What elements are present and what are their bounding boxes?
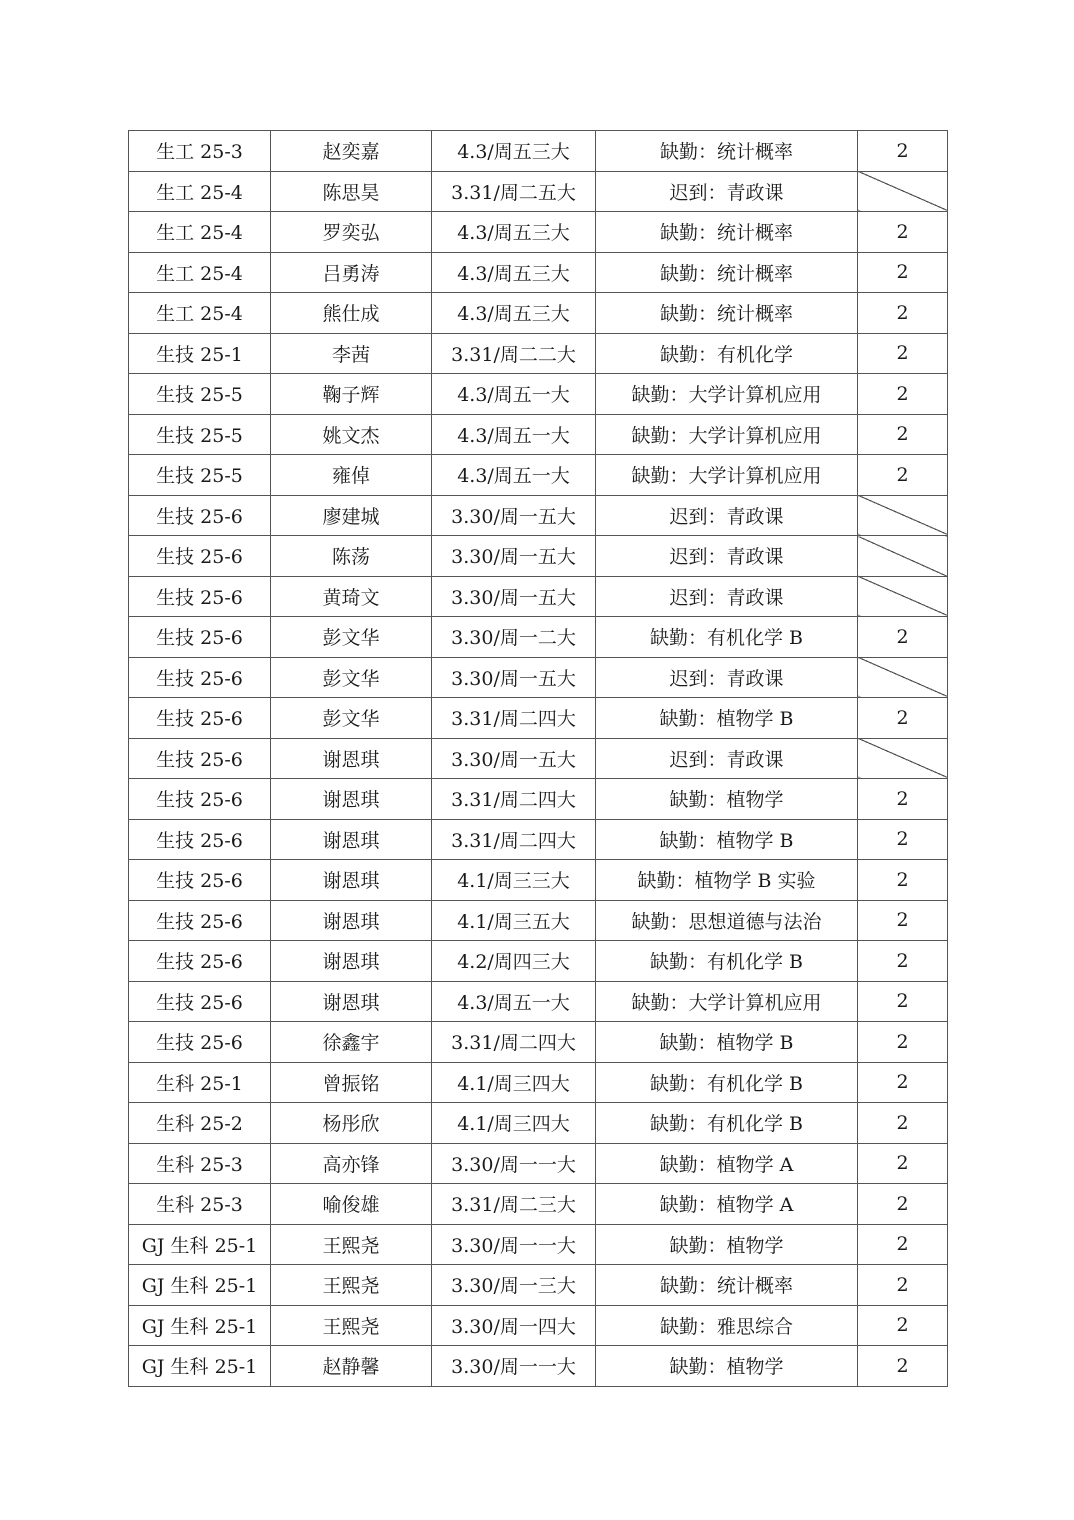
table-row [129, 414, 948, 455]
date-period-cell: 4.3/周五一大 [432, 981, 596, 1022]
date-period-cell: 3.30/周一二大 [432, 617, 596, 658]
score-cell-slashed [858, 171, 948, 212]
date-period-cell: 3.30/周一五大 [432, 495, 596, 536]
table-row [129, 819, 948, 860]
student-name-cell: 赵奕嘉 [271, 131, 432, 172]
table-row [129, 536, 948, 577]
table-row [129, 1224, 948, 1265]
score-cell: 2 [858, 1184, 948, 1225]
score-cell: 2 [858, 860, 948, 901]
score-cell: 2 [858, 1022, 948, 1063]
table-row [129, 252, 948, 293]
class-cell: GJ 生科 25-1 [129, 1224, 271, 1265]
student-name-cell: 赵静馨 [271, 1346, 432, 1387]
student-name-cell: 王熙尧 [271, 1305, 432, 1346]
class-cell: 生科 25-2 [129, 1103, 271, 1144]
student-name-cell: 王熙尧 [271, 1224, 432, 1265]
score-cell-slashed [858, 576, 948, 617]
class-cell: 生技 25-6 [129, 576, 271, 617]
date-period-cell: 3.31/周二四大 [432, 779, 596, 820]
student-name-cell: 李茜 [271, 333, 432, 374]
date-period-cell: 4.1/周三四大 [432, 1103, 596, 1144]
score-cell-slashed [858, 738, 948, 779]
class-cell: 生技 25-6 [129, 941, 271, 982]
reason-cell: 缺勤：有机化学 B [596, 1062, 858, 1103]
table-row [129, 374, 948, 415]
student-name-cell: 罗奕弘 [271, 212, 432, 253]
table-row [129, 293, 948, 334]
attendance-table [128, 130, 948, 1387]
class-cell: 生技 25-6 [129, 617, 271, 658]
student-name-cell: 王熙尧 [271, 1265, 432, 1306]
student-name-cell: 熊仕成 [271, 293, 432, 334]
student-name-cell: 陈荡 [271, 536, 432, 577]
date-period-cell: 3.31/周二四大 [432, 698, 596, 739]
reason-cell: 缺勤：植物学 B [596, 819, 858, 860]
class-cell: 生科 25-3 [129, 1143, 271, 1184]
reason-cell: 缺勤：植物学 [596, 779, 858, 820]
reason-cell: 缺勤：植物学 A [596, 1184, 858, 1225]
student-name-cell: 黄琦文 [271, 576, 432, 617]
student-name-cell: 曾振铭 [271, 1062, 432, 1103]
score-cell: 2 [858, 779, 948, 820]
class-cell: 生技 25-5 [129, 414, 271, 455]
table-row [129, 1265, 948, 1306]
score-cell: 2 [858, 455, 948, 496]
reason-cell: 缺勤：有机化学 B [596, 1103, 858, 1144]
date-period-cell: 3.30/周一一大 [432, 1224, 596, 1265]
class-cell: 生工 25-4 [129, 293, 271, 334]
table-row [129, 455, 948, 496]
table-row [129, 495, 948, 536]
table-row [129, 1346, 948, 1387]
date-period-cell: 4.3/周五三大 [432, 293, 596, 334]
student-name-cell: 鞠子辉 [271, 374, 432, 415]
date-period-cell: 4.3/周五一大 [432, 414, 596, 455]
student-name-cell: 陈思昊 [271, 171, 432, 212]
date-period-cell: 4.1/周三三大 [432, 860, 596, 901]
class-cell: 生技 25-6 [129, 1022, 271, 1063]
student-name-cell: 喻俊雄 [271, 1184, 432, 1225]
student-name-cell: 谢恩琪 [271, 819, 432, 860]
score-cell-slashed [858, 536, 948, 577]
score-cell: 2 [858, 617, 948, 658]
reason-cell: 缺勤：统计概率 [596, 1265, 858, 1306]
class-cell: 生技 25-6 [129, 779, 271, 820]
score-cell: 2 [858, 1062, 948, 1103]
score-cell-slashed [858, 495, 948, 536]
student-name-cell: 谢恩琪 [271, 738, 432, 779]
class-cell: 生技 25-5 [129, 374, 271, 415]
reason-cell: 缺勤：思想道德与法治 [596, 900, 858, 941]
reason-cell: 缺勤：统计概率 [596, 131, 858, 172]
reason-cell: 迟到：青政课 [596, 657, 858, 698]
reason-cell: 缺勤：大学计算机应用 [596, 374, 858, 415]
reason-cell: 迟到：青政课 [596, 576, 858, 617]
reason-cell: 缺勤：植物学 B [596, 1022, 858, 1063]
table-row [129, 1103, 948, 1144]
class-cell: 生技 25-6 [129, 657, 271, 698]
class-cell: 生工 25-3 [129, 131, 271, 172]
student-name-cell: 谢恩琪 [271, 779, 432, 820]
date-period-cell: 3.30/周一五大 [432, 576, 596, 617]
score-cell: 2 [858, 1143, 948, 1184]
date-period-cell: 3.31/周二四大 [432, 819, 596, 860]
score-cell: 2 [858, 252, 948, 293]
date-period-cell: 3.31/周二四大 [432, 1022, 596, 1063]
reason-cell: 缺勤：植物学 [596, 1346, 858, 1387]
reason-cell: 迟到：青政课 [596, 738, 858, 779]
class-cell: 生工 25-4 [129, 252, 271, 293]
class-cell: 生技 25-6 [129, 738, 271, 779]
table-row [129, 212, 948, 253]
class-cell: 生技 25-5 [129, 455, 271, 496]
reason-cell: 缺勤：统计概率 [596, 212, 858, 253]
date-period-cell: 3.31/周二二大 [432, 333, 596, 374]
class-cell: 生科 25-3 [129, 1184, 271, 1225]
student-name-cell: 徐鑫宇 [271, 1022, 432, 1063]
table-row [129, 1062, 948, 1103]
reason-cell: 缺勤：有机化学 B [596, 617, 858, 658]
score-cell: 2 [858, 414, 948, 455]
reason-cell: 缺勤：植物学 B 实验 [596, 860, 858, 901]
reason-cell: 缺勤：雅思综合 [596, 1305, 858, 1346]
table-row [129, 333, 948, 374]
student-name-cell: 谢恩琪 [271, 900, 432, 941]
date-period-cell: 4.3/周五一大 [432, 374, 596, 415]
class-cell: 生技 25-1 [129, 333, 271, 374]
reason-cell: 缺勤：有机化学 B [596, 941, 858, 982]
reason-cell: 缺勤：有机化学 [596, 333, 858, 374]
table-body [129, 131, 948, 1387]
student-name-cell: 杨彤欣 [271, 1103, 432, 1144]
class-cell: GJ 生科 25-1 [129, 1346, 271, 1387]
score-cell: 2 [858, 941, 948, 982]
table-row [129, 617, 948, 658]
table-row [129, 171, 948, 212]
table-row [129, 1305, 948, 1346]
student-name-cell: 姚文杰 [271, 414, 432, 455]
score-cell: 2 [858, 900, 948, 941]
table-row [129, 900, 948, 941]
class-cell: 生技 25-6 [129, 981, 271, 1022]
date-period-cell: 3.30/周一一大 [432, 1346, 596, 1387]
score-cell: 2 [858, 1305, 948, 1346]
student-name-cell: 高亦锋 [271, 1143, 432, 1184]
score-cell: 2 [858, 1346, 948, 1387]
student-name-cell: 吕勇涛 [271, 252, 432, 293]
date-period-cell: 4.3/周五一大 [432, 455, 596, 496]
date-period-cell: 4.2/周四三大 [432, 941, 596, 982]
score-cell: 2 [858, 1224, 948, 1265]
class-cell: 生技 25-6 [129, 900, 271, 941]
date-period-cell: 3.30/周一四大 [432, 1305, 596, 1346]
reason-cell: 缺勤：大学计算机应用 [596, 455, 858, 496]
table-row [129, 738, 948, 779]
table-row [129, 1184, 948, 1225]
class-cell: GJ 生科 25-1 [129, 1265, 271, 1306]
date-period-cell: 3.30/周一五大 [432, 738, 596, 779]
score-cell-slashed [858, 657, 948, 698]
score-cell: 2 [858, 1265, 948, 1306]
class-cell: GJ 生科 25-1 [129, 1305, 271, 1346]
reason-cell: 缺勤：大学计算机应用 [596, 414, 858, 455]
table-row [129, 860, 948, 901]
score-cell: 2 [858, 1103, 948, 1144]
date-period-cell: 3.31/周二三大 [432, 1184, 596, 1225]
reason-cell: 缺勤：统计概率 [596, 293, 858, 334]
date-period-cell: 3.31/周二五大 [432, 171, 596, 212]
table-row [129, 981, 948, 1022]
date-period-cell: 4.1/周三五大 [432, 900, 596, 941]
table-row [129, 131, 948, 172]
class-cell: 生技 25-6 [129, 698, 271, 739]
student-name-cell: 雍倬 [271, 455, 432, 496]
student-name-cell: 谢恩琪 [271, 941, 432, 982]
table-row [129, 576, 948, 617]
reason-cell: 迟到：青政课 [596, 495, 858, 536]
class-cell: 生技 25-6 [129, 495, 271, 536]
reason-cell: 缺勤：统计概率 [596, 252, 858, 293]
reason-cell: 迟到：青政课 [596, 171, 858, 212]
table-row [129, 1143, 948, 1184]
date-period-cell: 3.30/周一三大 [432, 1265, 596, 1306]
score-cell: 2 [858, 698, 948, 739]
score-cell: 2 [858, 212, 948, 253]
date-period-cell: 3.30/周一一大 [432, 1143, 596, 1184]
score-cell: 2 [858, 131, 948, 172]
class-cell: 生工 25-4 [129, 171, 271, 212]
date-period-cell: 3.30/周一五大 [432, 536, 596, 577]
student-name-cell: 彭文华 [271, 698, 432, 739]
score-cell: 2 [858, 981, 948, 1022]
student-name-cell: 彭文华 [271, 657, 432, 698]
student-name-cell: 谢恩琪 [271, 981, 432, 1022]
class-cell: 生技 25-6 [129, 536, 271, 577]
table-row [129, 698, 948, 739]
score-cell: 2 [858, 293, 948, 334]
class-cell: 生工 25-4 [129, 212, 271, 253]
date-period-cell: 4.1/周三四大 [432, 1062, 596, 1103]
class-cell: 生技 25-6 [129, 860, 271, 901]
score-cell: 2 [858, 333, 948, 374]
reason-cell: 缺勤：大学计算机应用 [596, 981, 858, 1022]
reason-cell: 迟到：青政课 [596, 536, 858, 577]
score-cell: 2 [858, 819, 948, 860]
reason-cell: 缺勤：植物学 B [596, 698, 858, 739]
student-name-cell: 彭文华 [271, 617, 432, 658]
date-period-cell: 4.3/周五三大 [432, 131, 596, 172]
table-row [129, 941, 948, 982]
table-row [129, 1022, 948, 1063]
class-cell: 生科 25-1 [129, 1062, 271, 1103]
class-cell: 生技 25-6 [129, 819, 271, 860]
table-row [129, 657, 948, 698]
score-cell: 2 [858, 374, 948, 415]
student-name-cell: 谢恩琪 [271, 860, 432, 901]
reason-cell: 缺勤：植物学 [596, 1224, 858, 1265]
table-row [129, 779, 948, 820]
date-period-cell: 4.3/周五三大 [432, 252, 596, 293]
date-period-cell: 3.30/周一五大 [432, 657, 596, 698]
date-period-cell: 4.3/周五三大 [432, 212, 596, 253]
reason-cell: 缺勤：植物学 A [596, 1143, 858, 1184]
student-name-cell: 廖建城 [271, 495, 432, 536]
